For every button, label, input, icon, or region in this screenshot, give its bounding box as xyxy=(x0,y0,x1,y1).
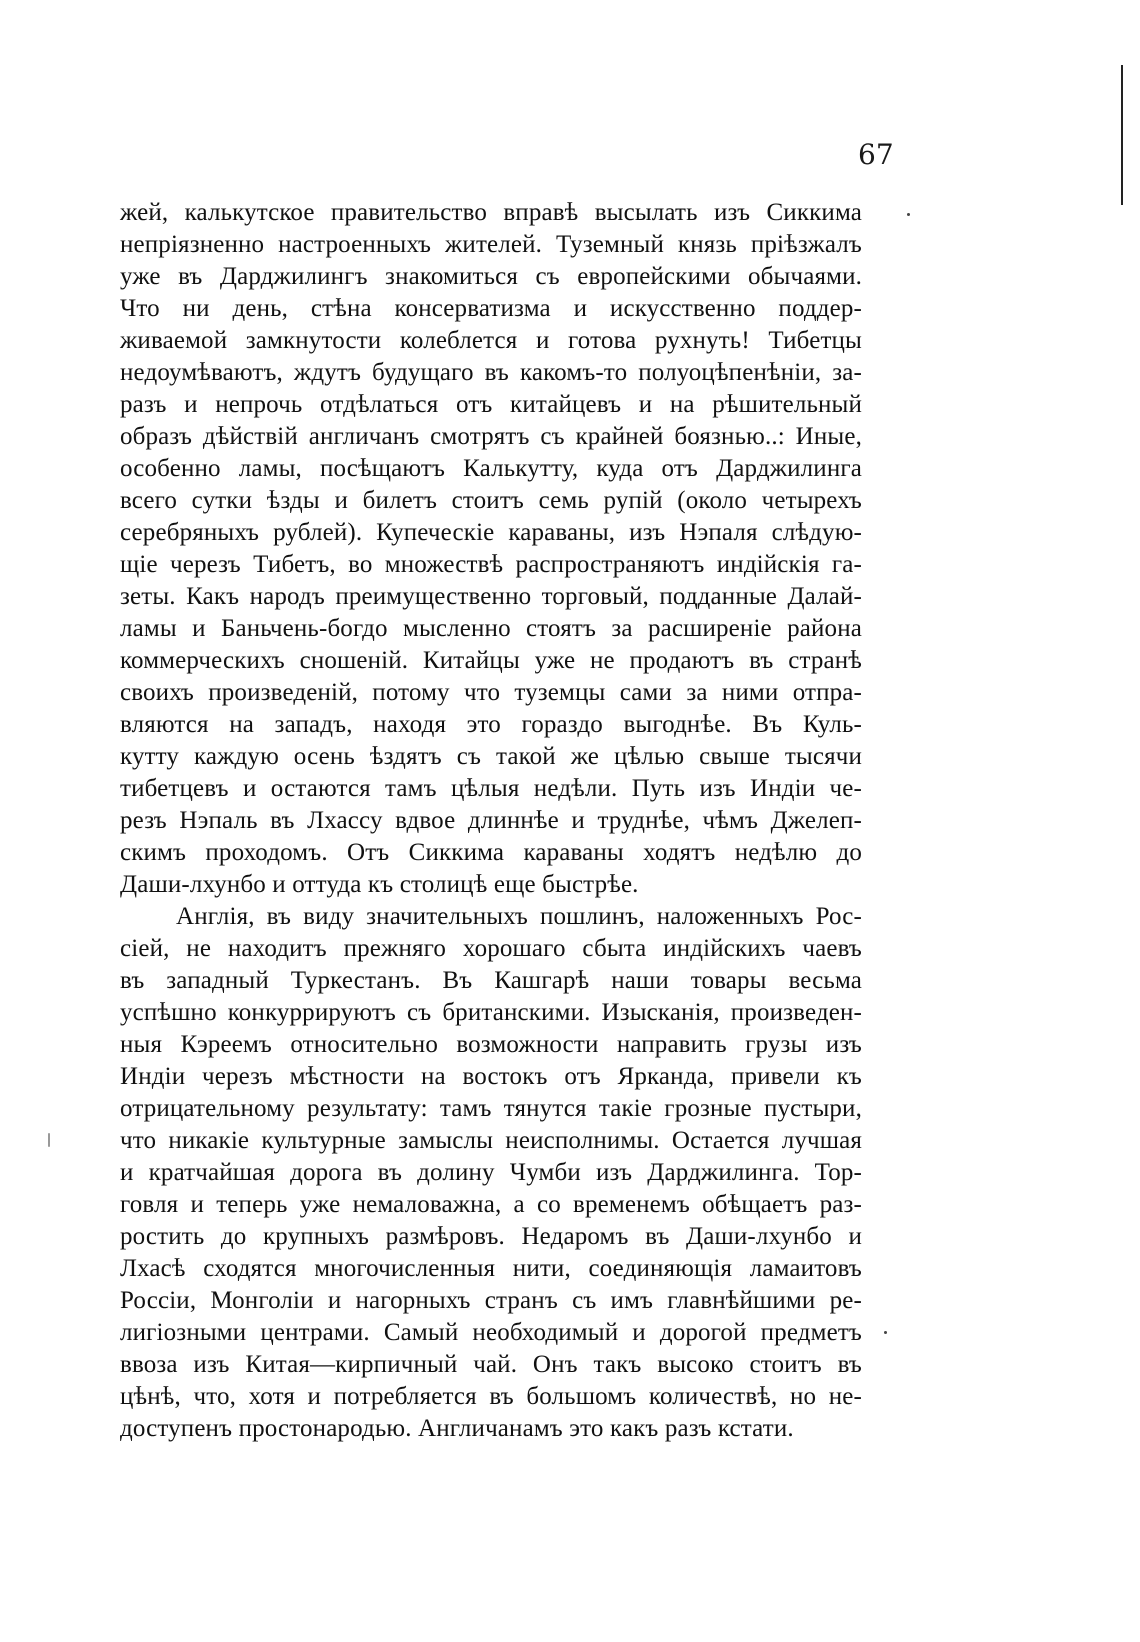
text-line: щіе черезъ Тибетъ, во множествѣ распространяютъ индійскія га- xyxy=(120,551,862,578)
body-text xyxy=(120,197,862,1445)
print-speck xyxy=(48,1133,50,1147)
text-line: своихъ произведеній, потому что туземцы сами за ними отпра- xyxy=(120,679,862,706)
text-line: разъ и непрочь отдѣлаться отъ китайцевъ и на рѣшительный xyxy=(120,391,862,418)
text-line: лигіозными центрами. Самый необходимый и дорогой предметъ xyxy=(120,1319,862,1346)
text-line: успѣшно конкуррируютъ съ британскими. Изысканія, произведен- xyxy=(120,999,862,1026)
text-line: уже въ Дарджилингъ знакомиться съ европейскими обычаями. xyxy=(120,263,862,290)
margin-rule xyxy=(1121,65,1123,205)
text-line: живаемой замкнутости колеблется и готова рухнуть! Тибетцы xyxy=(120,327,862,354)
text-line: ростить до крупныхъ размѣровъ. Недаромъ въ Даши-лхунбо и xyxy=(120,1223,862,1250)
text-line: скимъ проходомъ. Отъ Сиккима караваны ходятъ недѣлю до xyxy=(120,839,862,866)
text-line: что никакіе культурные замыслы неисполнимы. Остается лучшая xyxy=(120,1127,862,1154)
paragraph-1 xyxy=(120,197,862,901)
text-line: цѣнѣ, что, хотя и потребляется въ большомъ количествѣ, но не- xyxy=(120,1383,862,1410)
text-line: и кратчайшая дорога въ долину Чумби изъ Дарджилинга. Тор- xyxy=(120,1159,862,1186)
text-line: доступенъ простонародью. Англичанамъ это какъ разъ кстати. xyxy=(120,1415,794,1442)
text-line: говля и теперь уже немаловажна, а со временемъ обѣщаетъ раз- xyxy=(120,1191,862,1218)
print-speck xyxy=(907,213,910,216)
text-line: Россіи, Монголіи и нагорныхъ странъ съ имъ главнѣйшими ре- xyxy=(120,1287,862,1314)
print-speck xyxy=(884,1331,887,1334)
page-number: 67 xyxy=(858,138,894,171)
text-line: ввоза изъ Китая—кирпичный чай. Онъ такъ высоко стоитъ въ xyxy=(120,1351,862,1378)
text-line: ламы и Баньчень-богдо мысленно стоятъ за расширеніе района xyxy=(120,615,862,642)
paragraph-2 xyxy=(120,901,862,1445)
text-line: непріязненно настроенныхъ жителей. Туземный князь пріѣзжалъ xyxy=(120,231,862,258)
text-line: резъ Нэпаль въ Лхассу вдвое длиннѣе и труднѣе, чѣмъ Джелеп- xyxy=(120,807,862,834)
text-line: серебряныхъ рублей). Купеческіе караваны, изъ Нэпаля слѣдую- xyxy=(120,519,862,546)
text-line: тибетцевъ и остаются тамъ цѣлыя недѣли. Путь изъ Индіи че- xyxy=(120,775,862,802)
text-line: зеты. Какъ народъ преимущественно торговый, подданные Далай- xyxy=(120,583,862,610)
text-line: Даши-лхунбо и оттуда къ столицѣ еще быстрѣе. xyxy=(120,871,639,898)
text-line: образъ дѣйствій англичанъ смотрятъ съ крайней боязнью..: Иные, xyxy=(120,423,862,450)
text-line: недоумѣваютъ, ждутъ будущаго въ какомъ-то полуоцѣпенѣніи, за- xyxy=(120,359,862,386)
text-line: вляются на западъ, находя это гораздо выгоднѣе. Въ Куль- xyxy=(120,711,862,738)
text-line: особенно ламы, посѣщаютъ Калькутту, куда отъ Дарджилинга xyxy=(120,455,862,482)
text-line: сіей, не находитъ прежняго хорошаго сбыта индійскихъ чаевъ xyxy=(120,935,862,962)
text-line: Индіи черезъ мѣстности на востокъ отъ Ярканда, привели къ xyxy=(120,1063,862,1090)
text-line: отрицательному результату: тамъ тянутся такіе грозные пустыри, xyxy=(120,1095,862,1122)
text-line: всего сутки ѣзды и билетъ стоитъ семь рупій (около четырехъ xyxy=(120,487,862,514)
text-line: ныя Кэреемъ относительно возможности направить грузы изъ xyxy=(120,1031,862,1058)
text-line: Лхасѣ сходятся многочисленныя нити, соединяющія ламаитовъ xyxy=(120,1255,862,1282)
text-line: коммерческихъ сношеній. Китайцы уже не продаютъ въ странѣ xyxy=(120,647,862,674)
text-line: жей, калькутское правительство вправѣ высылать изъ Сиккима xyxy=(120,199,862,226)
text-line: Англія, въ виду значительныхъ пошлинъ, наложенныхъ Рос- xyxy=(176,903,862,930)
text-line: Что ни день, стѣна консерватизма и искусственно поддер- xyxy=(120,295,862,322)
text-line: въ западный Туркестанъ. Въ Кашгарѣ наши товары весьма xyxy=(120,967,862,994)
text-line: кутту каждую осень ѣздятъ съ такой же цѣлью свыше тысячи xyxy=(120,743,862,770)
